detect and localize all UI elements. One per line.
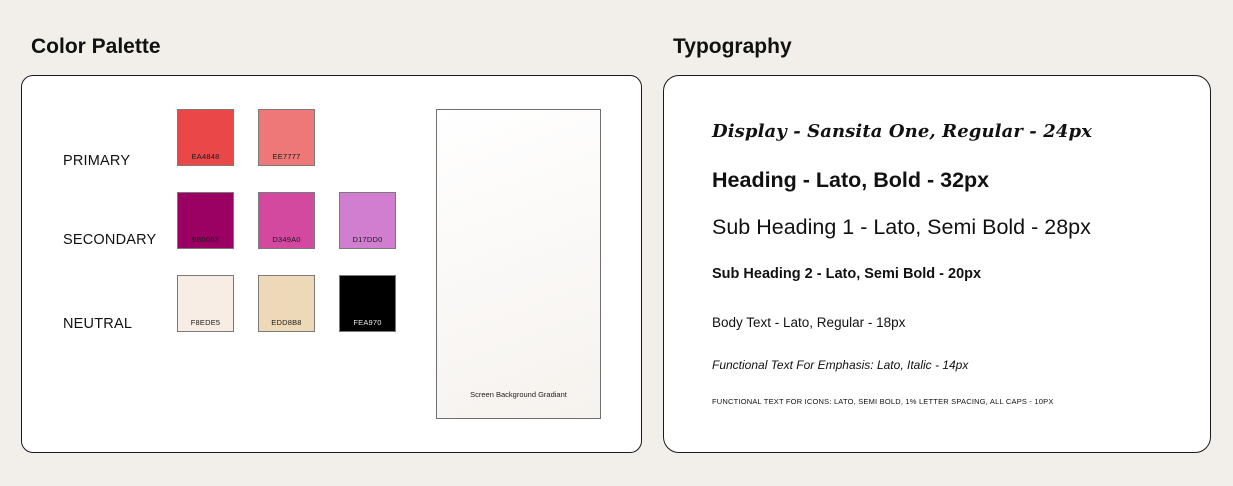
icon-text-sample: FUNCTIONAL TEXT FOR ICONS: LATO, SEMI BOLD, 1% LETTER SPACING, ALL CAPS - 10PX <box>712 397 1054 406</box>
swatch-code: F8EDE5 <box>190 318 221 327</box>
swatch-code: D349A0 <box>272 235 301 244</box>
color-palette-title: Color Palette <box>31 35 161 58</box>
swatch-secondary-3 <box>339 192 396 249</box>
primary-row-label: PRIMARY <box>63 153 131 169</box>
swatch-code: EDD8B8 <box>271 318 302 327</box>
swatch-primary-1 <box>177 109 234 166</box>
typography-card <box>663 75 1211 453</box>
swatch-code: EE7777 <box>272 152 301 161</box>
swatch-primary-2 <box>258 109 315 166</box>
display-sample: Display - Sansita One, Regular - 24px <box>712 121 1092 142</box>
screen-background-gradient-swatch <box>436 109 601 419</box>
swatch-neutral-3 <box>339 275 396 332</box>
swatch-code: EA4848 <box>191 152 220 161</box>
functional-text-sample: Functional Text For Emphasis: Lato, Italic - 14px <box>712 358 969 372</box>
swatch-code: D17DD0 <box>352 235 383 244</box>
body-text-sample: Body Text - Lato, Regular - 18px <box>712 315 906 330</box>
screen-background-gradient-label: Screen Background Gradiant <box>470 390 567 399</box>
neutral-row-label: NEUTRAL <box>63 316 133 332</box>
swatch-neutral-2 <box>258 275 315 332</box>
secondary-row-label: SECONDARY <box>63 232 157 248</box>
sub-heading-1-sample: Sub Heading 1 - Lato, Semi Bold - 28px <box>712 215 1091 239</box>
swatch-neutral-1 <box>177 275 234 332</box>
swatch-secondary-2 <box>258 192 315 249</box>
swatch-secondary-1 <box>177 192 234 249</box>
sub-heading-2-sample: Sub Heading 2 - Lato, Semi Bold - 20px <box>712 266 982 282</box>
typography-title: Typography <box>673 35 792 58</box>
swatch-code: FEA970 <box>353 318 382 327</box>
color-palette-card <box>21 75 642 453</box>
swatch-code: 9B0063 <box>191 235 220 244</box>
heading-sample: Heading - Lato, Bold - 32px <box>712 168 990 192</box>
